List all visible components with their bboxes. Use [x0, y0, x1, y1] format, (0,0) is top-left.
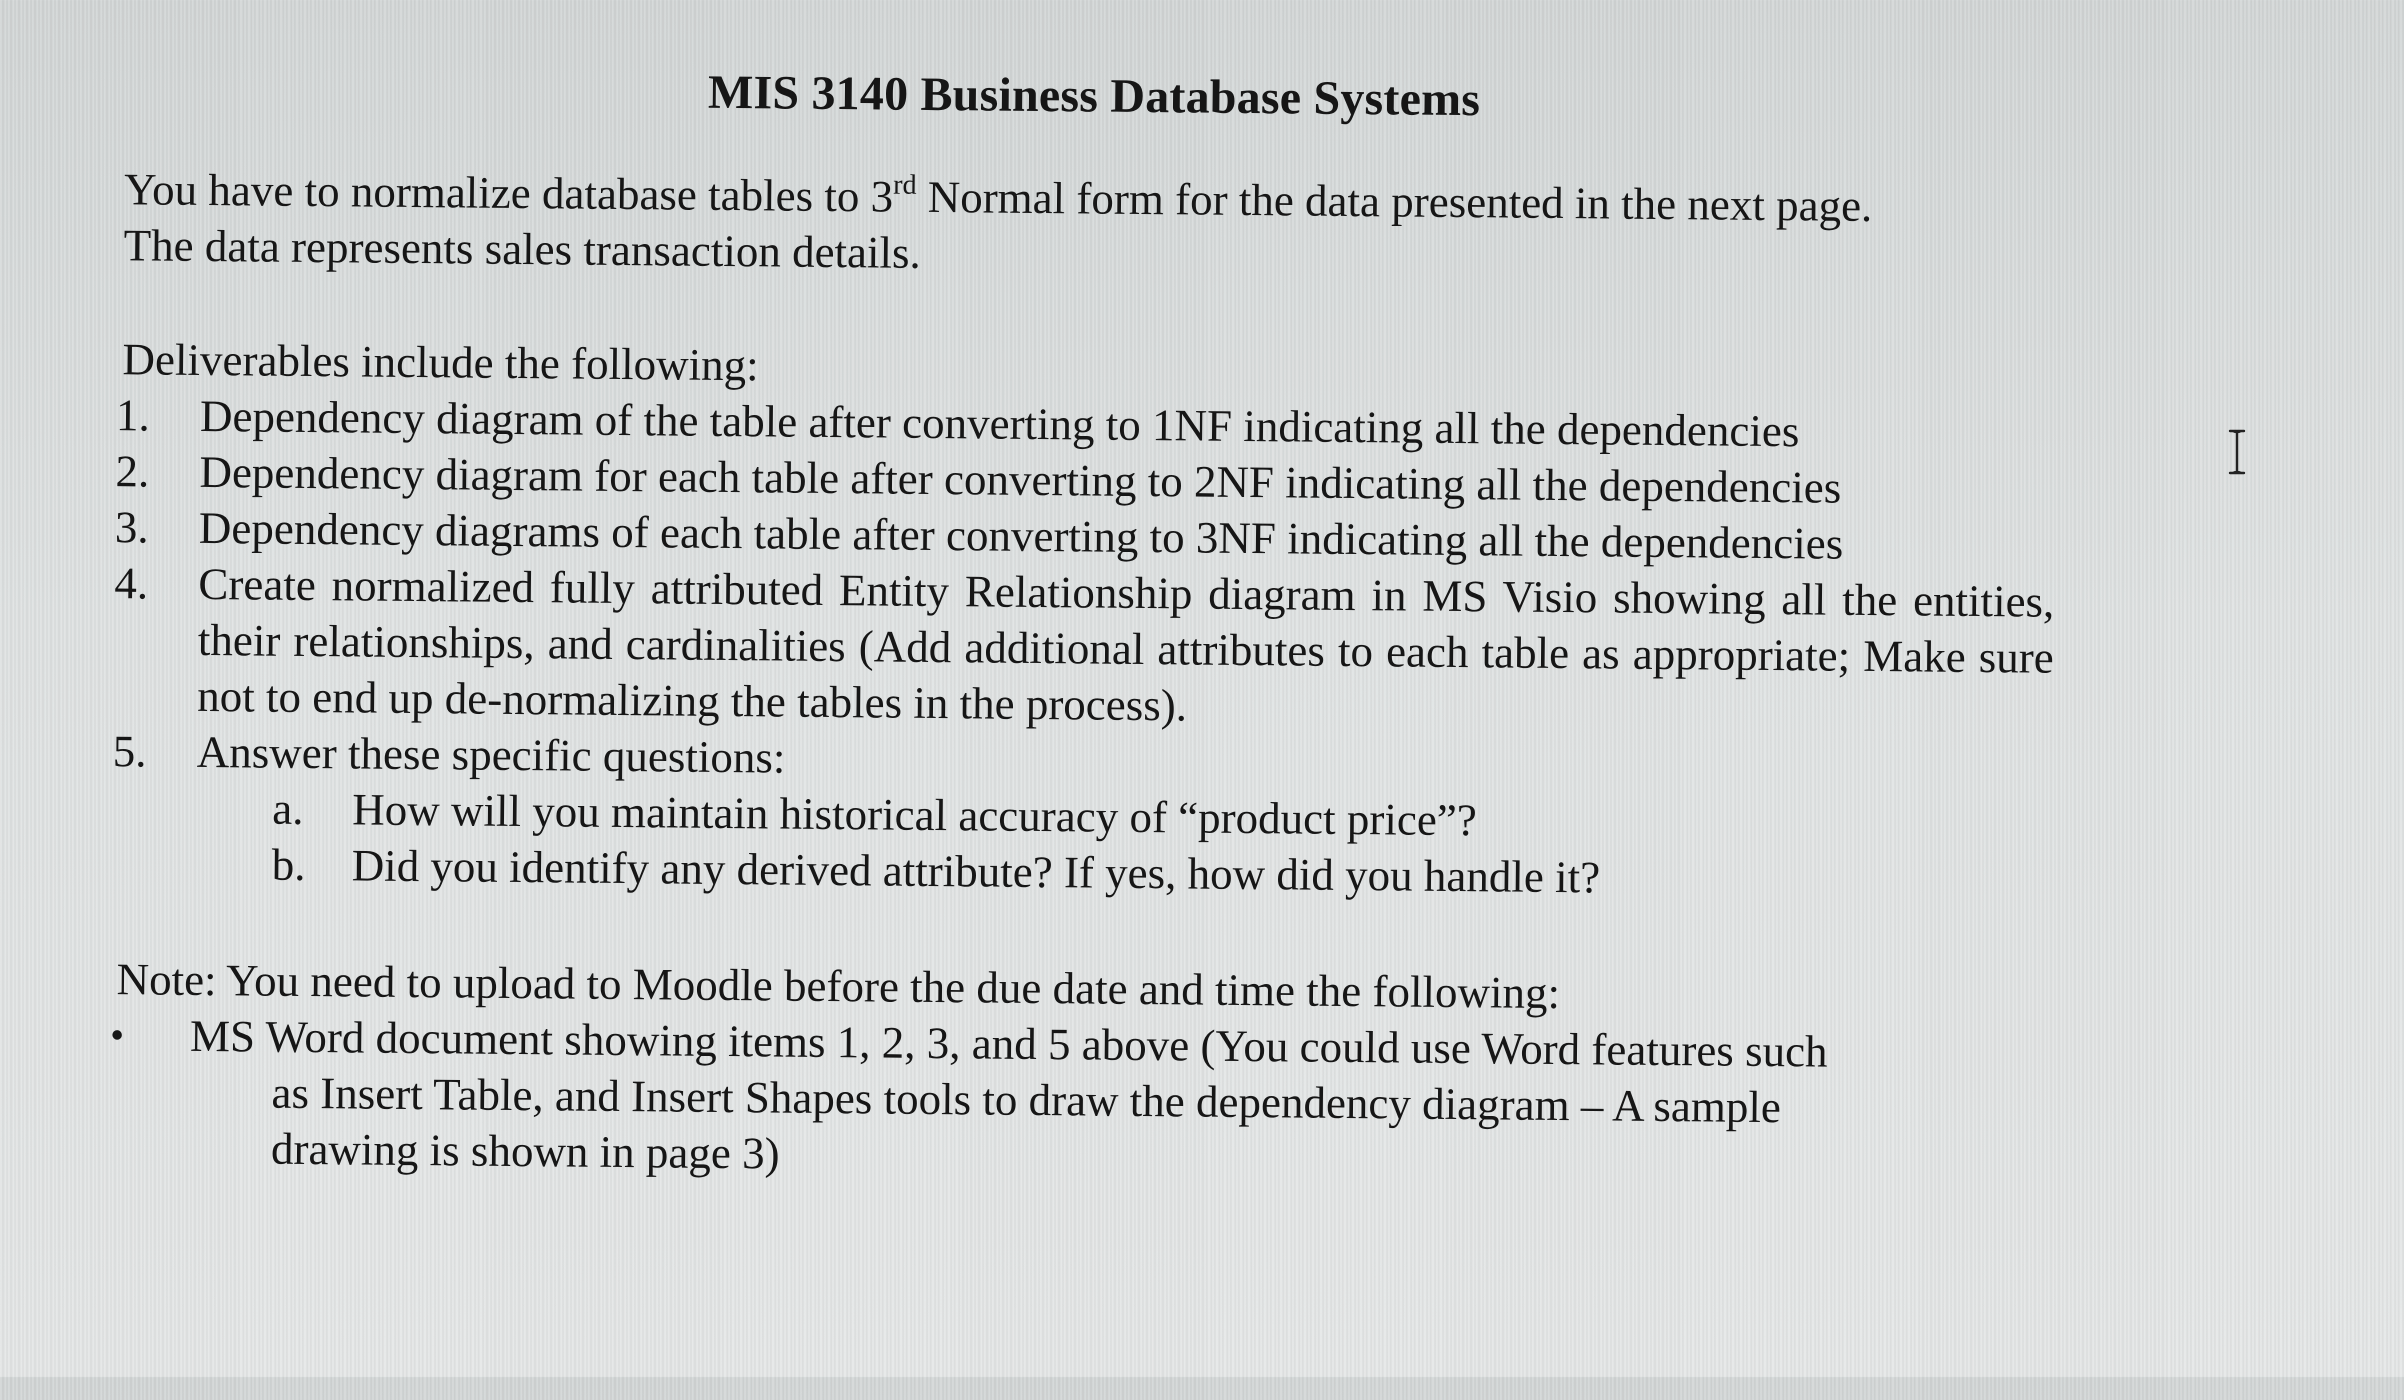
list-item-text: Dependency diagram of the table after converting to 1NF indicating all the dependencies — [199, 390, 1800, 457]
intro-text-start: You have to normalize database tables to 3 — [123, 164, 894, 222]
note-bullet-item — [109, 1007, 2011, 1193]
note-bullet-text — [189, 1008, 2011, 1193]
list-item-text: Dependency diagram for each table after converting to 2NF indicating all the dependencies — [199, 446, 1842, 513]
list-item-number: 4. — [114, 558, 149, 609]
question-letter: a. — [272, 783, 304, 834]
list-item-text: Create normalized fully attributed Entity Relationship diagram in MS Visio showing all the entities, their relationships, and cardinalities (Add additional attributes to each table as appropriate; Make sure not to end up de-normalizing the tables in the process). — [197, 558, 2055, 731]
document-title: MIS 3140 Business Database Systems — [707, 65, 1481, 127]
note-bullet-line-2: as Insert Table, and Insert Shapes tools to draw the dependency diagram – A sample — [271, 1067, 1782, 1133]
list-item-text: Dependency diagrams of each table after converting to 3NF indicating all the dependencies — [198, 502, 1844, 569]
intro-text-end: Normal form for the data presented in the next page. — [916, 171, 1873, 231]
intro-line-2: The data represents sales transaction details. — [123, 220, 922, 278]
note-paragraph: Note: You need to upload to Moodle before the due date and time the following: — [116, 954, 1561, 1019]
list-item — [113, 555, 2055, 742]
list-item-number: 2. — [115, 446, 150, 497]
list-item-number: 5. — [112, 726, 147, 777]
note-bullet-line-1: MS Word document showing items 1, 2, 3, and 5 above (You could use Word features such — [189, 1010, 1828, 1077]
list-item-number: 3. — [114, 502, 149, 553]
note-bullet-line-3: drawing is shown in page 3) — [270, 1123, 780, 1179]
question-text: How will you maintain historical accuracy of “product price”? — [352, 784, 1477, 846]
deliverables-list — [111, 387, 2056, 910]
bullet-point: • — [109, 1012, 125, 1058]
list-item-text: Answer these specific questions: — [196, 726, 786, 783]
list-item-number: 1. — [115, 390, 151, 441]
intro-superscript: rd — [893, 169, 917, 201]
deliverables-heading: Deliverables include the following: — [122, 334, 759, 391]
question-text: Did you identify any derived attribute? If yes, how did you handle it? — [351, 840, 1601, 903]
intro-paragraph — [123, 161, 2124, 292]
text-ibeam-cursor-icon — [2222, 428, 2252, 476]
question-letter: b. — [271, 839, 306, 890]
